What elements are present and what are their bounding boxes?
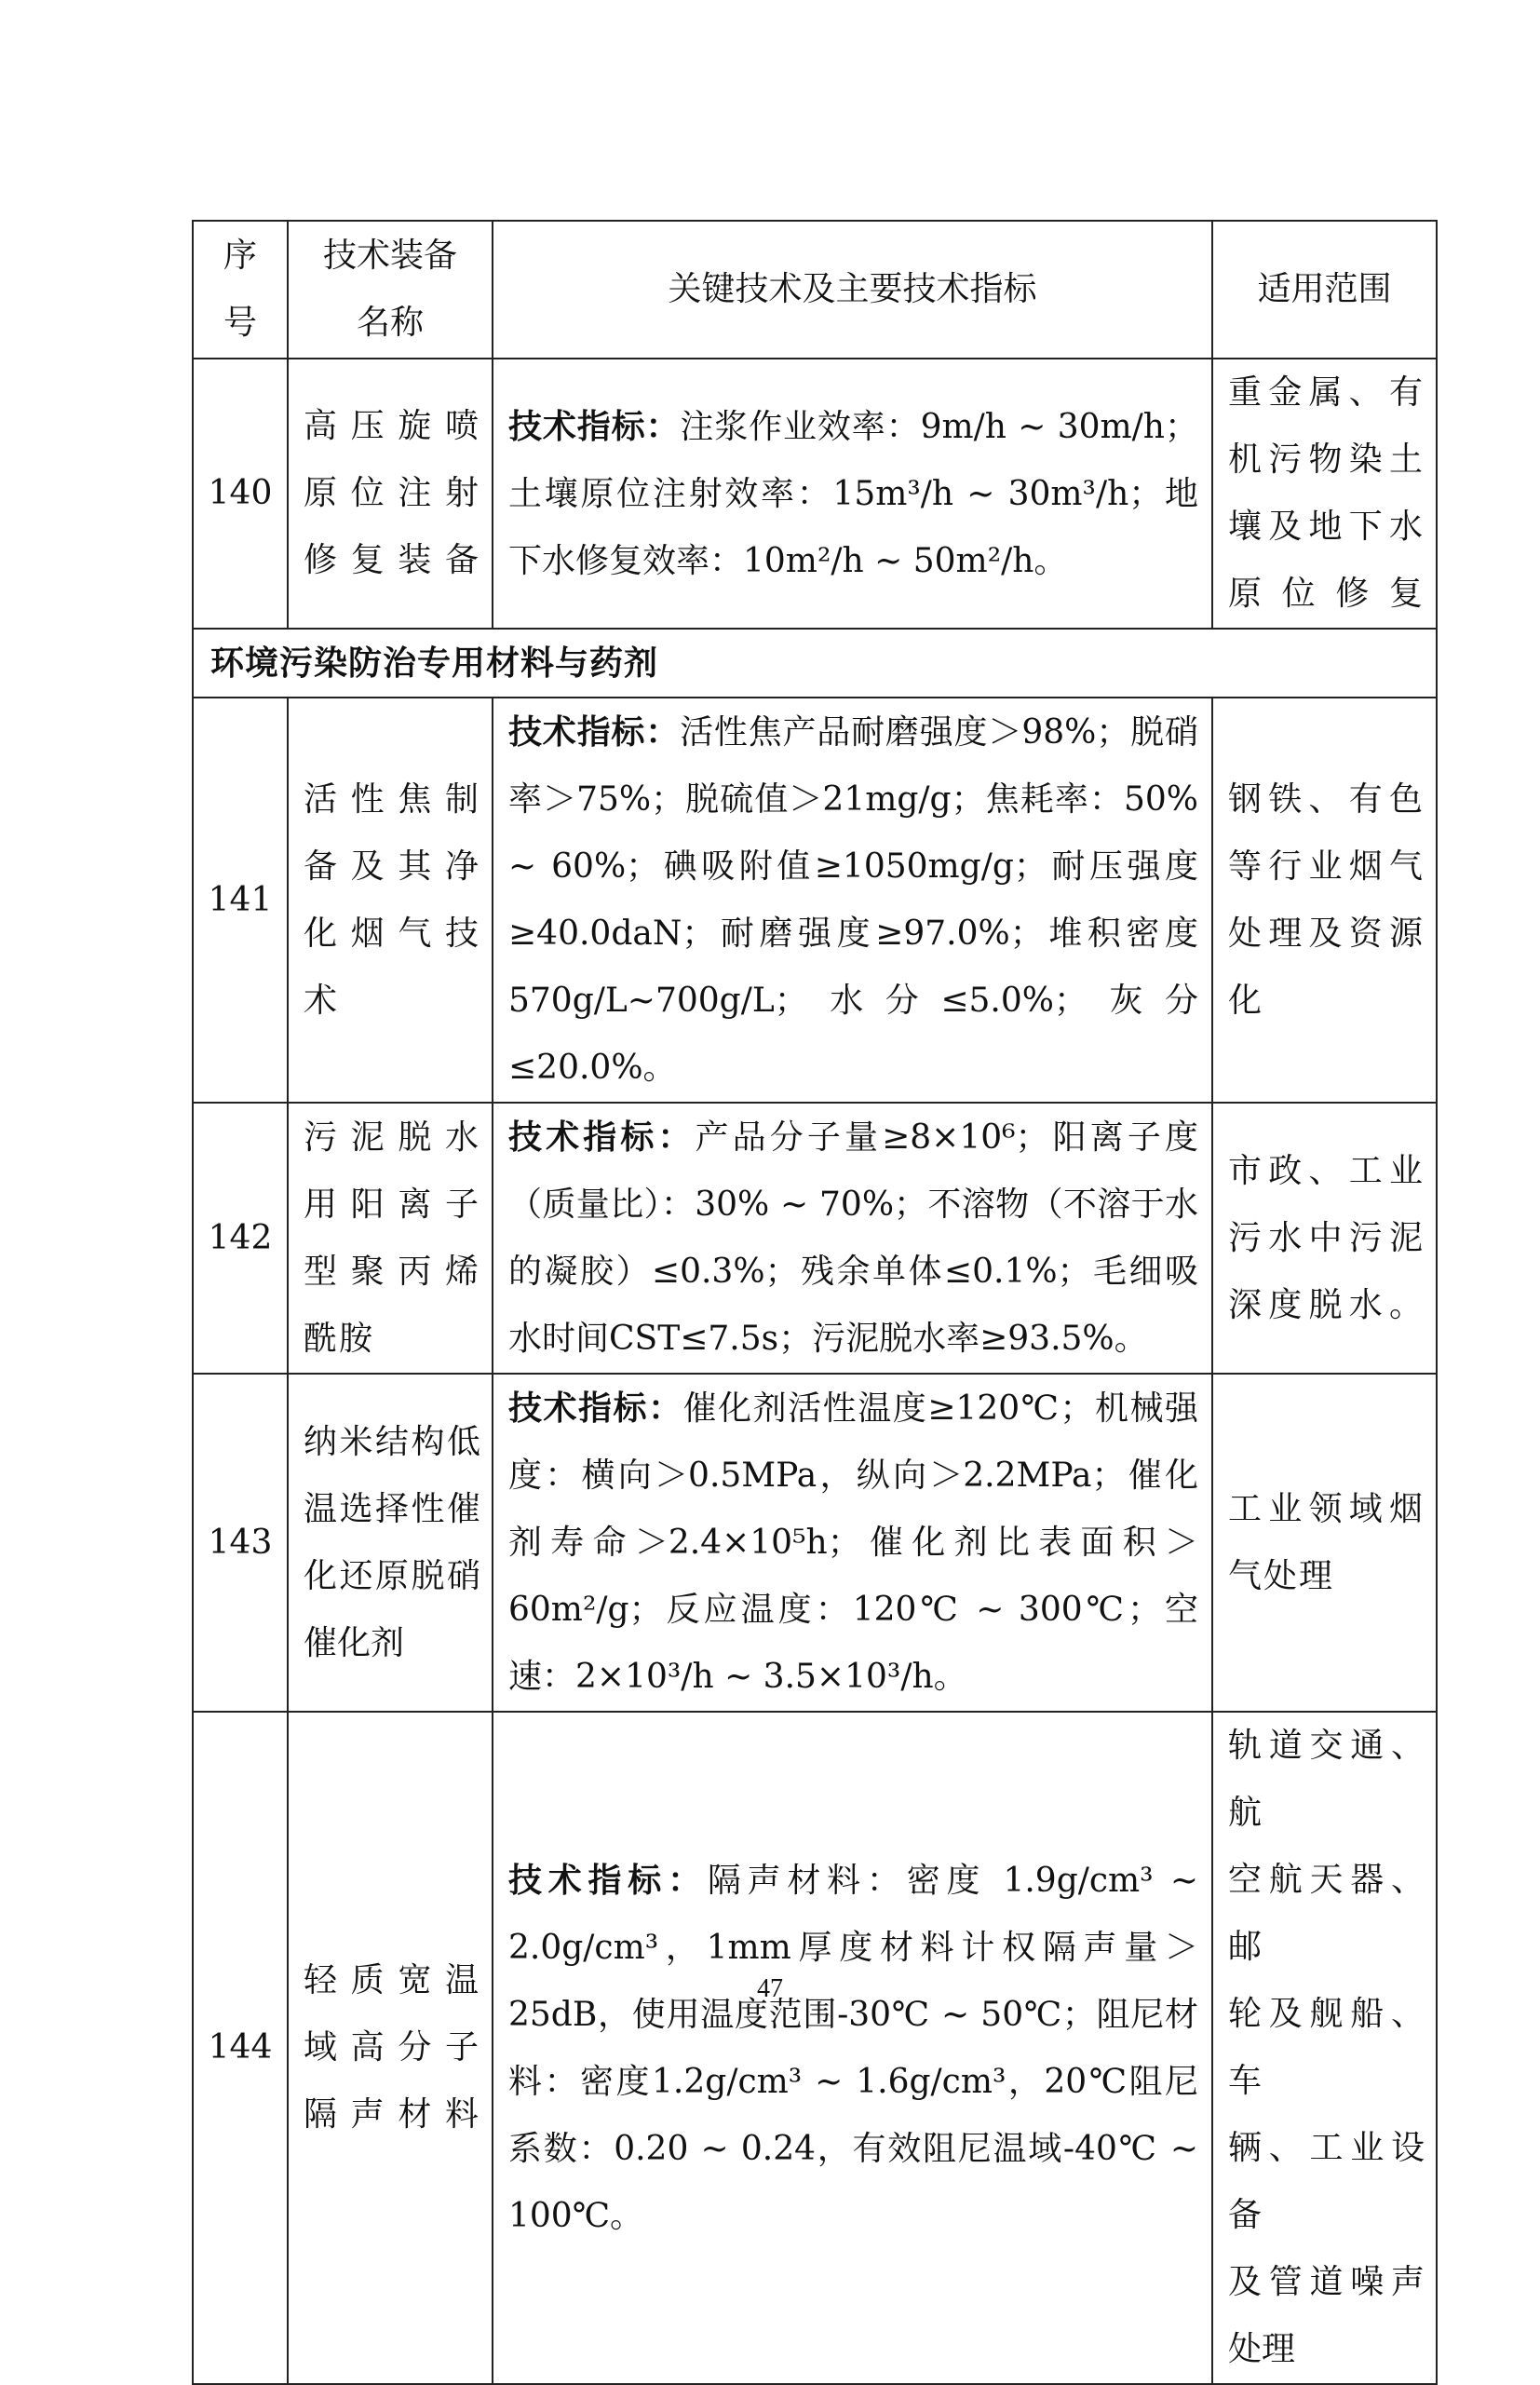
page-number: 47 bbox=[757, 1974, 783, 2003]
table-header-row bbox=[193, 221, 1437, 359]
row-name: 污泥脱水 用阳离子 型聚丙烯 酰胺 bbox=[288, 1103, 493, 1374]
row-spec bbox=[493, 359, 1212, 629]
spec-text: 注浆作业效率：9m/h ~ 30m/h；土壤原位注射效率：15m³/h ~ 30m³/h；地下水修复效率：10m²/h ~ 50m²/h。 bbox=[508, 407, 1198, 580]
header-scope: 适用范围 bbox=[1212, 221, 1437, 359]
row-scope: 工业领域烟 气处理 bbox=[1212, 1374, 1437, 1712]
row-spec bbox=[493, 1374, 1212, 1712]
table-row bbox=[193, 1103, 1437, 1374]
table-row bbox=[193, 359, 1437, 629]
spec-text: 催化剂活性温度≥120℃；机械强度：横向＞0.5MPa，纵向＞2.2MPa；催化剂寿命＞2.4×10⁵h；催化剂比表面积＞60m²/g；反应温度：120℃ ~ 300℃；空速：2×10³/h ~ 3.5×10³/h。 bbox=[508, 1389, 1198, 1696]
row-name: 纳米结构低 温选择性催 化还原脱硝 催化剂 bbox=[288, 1374, 493, 1712]
row-seq: 143 bbox=[193, 1374, 288, 1712]
spec-label: 技术指标： bbox=[508, 406, 681, 446]
row-scope: 市政、工业 污水中污泥 深度脱水。 bbox=[1212, 1103, 1437, 1374]
table-row bbox=[193, 1712, 1437, 2384]
section-title: 环境污染防治专用材料与药剂 bbox=[193, 629, 1437, 698]
row-seq: 140 bbox=[193, 359, 288, 629]
row-scope: 轨道交通、航 空航天器、邮 轮及舰船、车 辆、工业设备 及管道噪声 处理 bbox=[1212, 1712, 1437, 2384]
row-seq: 142 bbox=[193, 1103, 288, 1374]
header-seq: 序 号 bbox=[193, 221, 288, 359]
spec-label: 技术指标： bbox=[508, 1860, 708, 1900]
row-spec bbox=[493, 1103, 1212, 1374]
table-row bbox=[193, 1374, 1437, 1712]
table-row bbox=[193, 698, 1437, 1103]
spec-label: 技术指标： bbox=[508, 712, 681, 752]
section-row bbox=[193, 629, 1437, 698]
row-seq: 144 bbox=[193, 1712, 288, 2384]
spec-text: 活性焦产品耐磨强度＞98%；脱硝率＞75%；脱硫值＞21mg/g；焦耗率：50% ~ 60%；碘吸附值≥1050mg/g；耐压强度≥40.0daN；耐磨强度≥97.0%；堆积密度570g/L~700g/L；水分≤5.0%；灰分≤20.0%。 bbox=[508, 713, 1198, 1087]
row-name: 活性焦制 备及其净 化烟气技 术 bbox=[288, 698, 493, 1103]
spec-text: 产品分子量≥8×10⁶；阳离子度（质量比）：30% ~ 70%；不溶物（不溶于水的凝胶）≤0.3%；残余单体≤0.1%；毛细吸水时间CST≤7.5s；污泥脱水率≥93.5%。 bbox=[508, 1118, 1198, 1358]
row-seq: 141 bbox=[193, 698, 288, 1103]
spec-label: 技术指标： bbox=[508, 1389, 683, 1428]
header-name: 技术装备 名称 bbox=[288, 221, 493, 359]
row-scope: 钢铁、有色 等行业烟气 处理及资源 化 bbox=[1212, 698, 1437, 1103]
row-name: 轻质宽温 域高分子 隔声材料 bbox=[288, 1712, 493, 2384]
row-name: 高压旋喷 原位注射 修复装备 bbox=[288, 359, 493, 629]
header-spec: 关键技术及主要技术指标 bbox=[493, 221, 1212, 359]
spec-text: 隔声材料：密度 1.9g/cm³ ~ 2.0g/cm³，1mm厚度材料计权隔声量＞25dB，使用温度范围-30℃ ~ 50℃；阻尼材料：密度1.2g/cm³ ~ 1.6g/cm³，20℃阻尼系数：0.20 ~ 0.24，有效阻尼温域-40℃ ~ 100℃。 bbox=[508, 1861, 1198, 2235]
row-spec bbox=[493, 1712, 1212, 2384]
spec-label: 技术指标： bbox=[508, 1118, 696, 1157]
equipment-table bbox=[192, 220, 1438, 2385]
row-spec bbox=[493, 698, 1212, 1103]
row-scope: 重金属、有 机污物染土 壤及地下水 原位修复 bbox=[1212, 359, 1437, 629]
